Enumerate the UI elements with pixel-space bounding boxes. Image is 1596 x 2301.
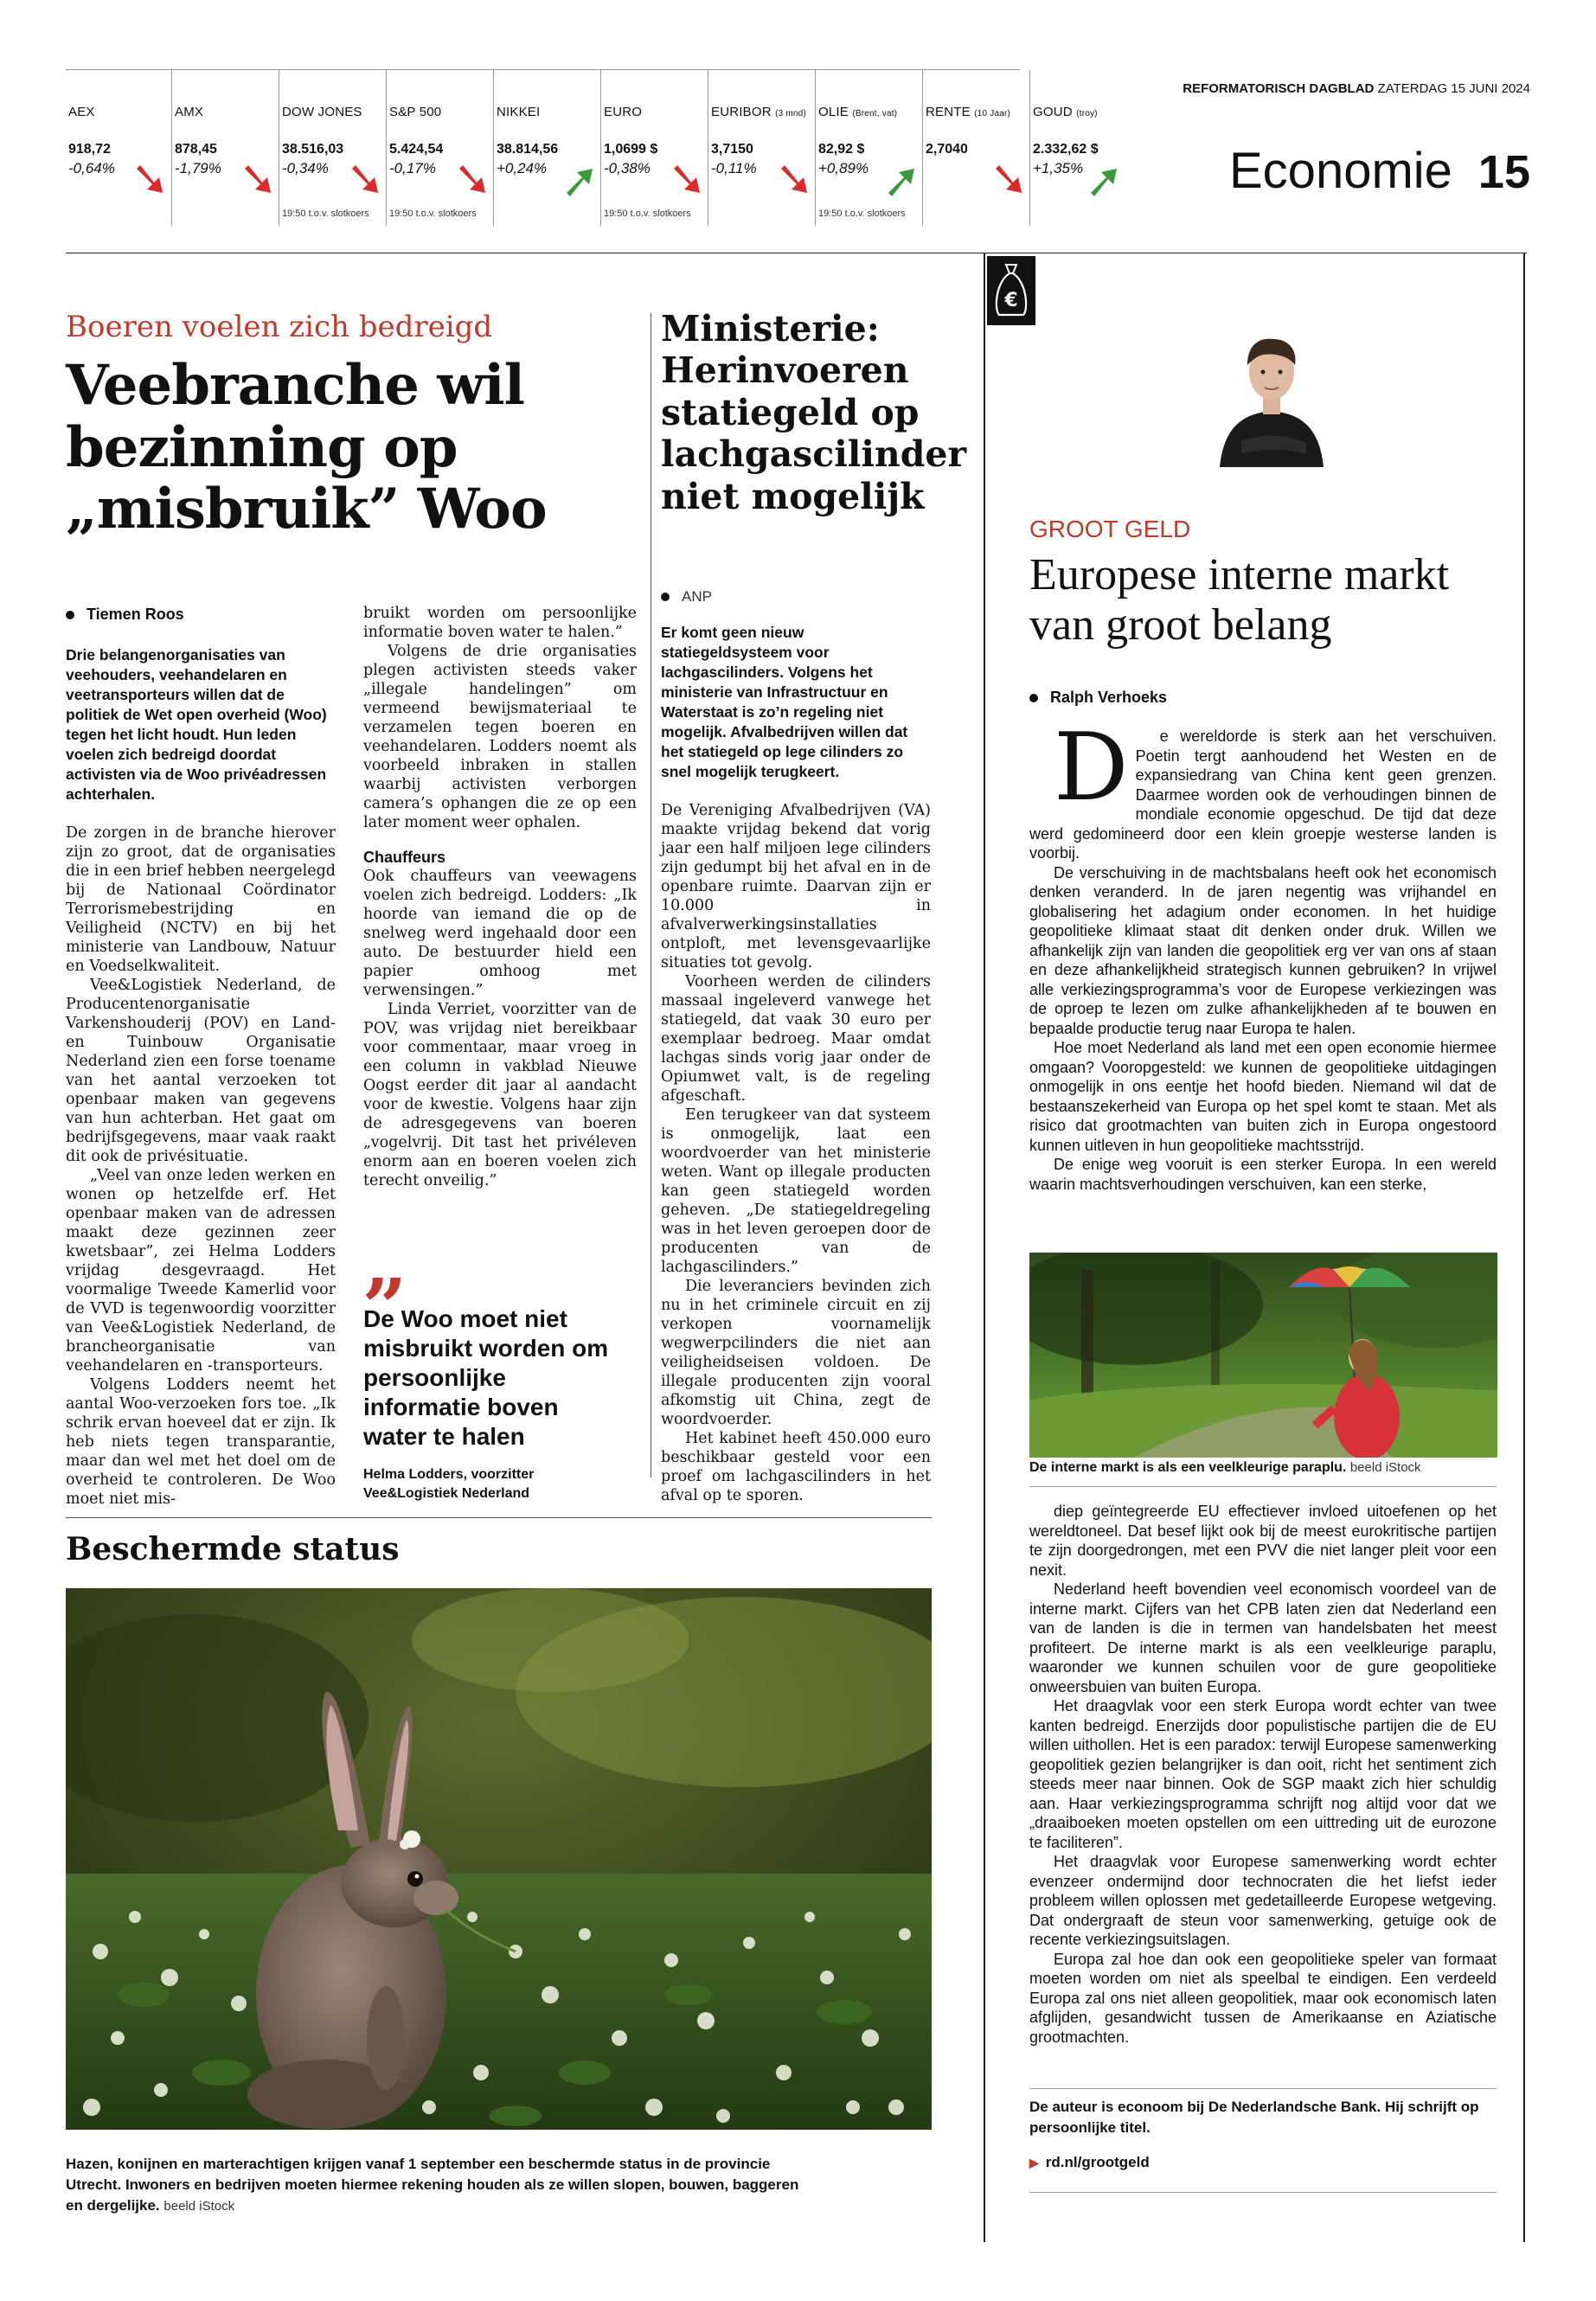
arrow-down-icon <box>776 163 811 198</box>
article1-title: Veebranche wil bezinning op „misbruik” Woo <box>66 353 547 542</box>
arrow-up-icon <box>883 163 918 198</box>
pull-quote-source: Helma Lodders, voorzitter Vee&Logistiek Nederland <box>363 1467 535 1501</box>
ticker-name: GOUD (troy) <box>1033 105 1098 119</box>
ticker-value: 2,7040 <box>926 142 968 157</box>
column-title: Europese interne markt van groot belang <box>1029 550 1450 650</box>
ticker-change: -1,79% <box>175 160 221 176</box>
ticker-change: +0,89% <box>818 160 869 176</box>
ticker-value: 82,92 $ <box>818 142 865 157</box>
ticker-item <box>171 70 279 226</box>
ticker-change: -0,34% <box>282 160 329 176</box>
article2-paragraph: Het kabinet heeft 450.000 euro beschikbaar gesteld voor een proef om lachgascilinders in het afval op te sporen. <box>661 1430 931 1504</box>
market-ticker <box>66 69 1099 226</box>
footer-rule <box>1029 2192 1497 2193</box>
article1-kicker: Boeren voelen zich bedreigd <box>66 310 493 344</box>
arrow-up-icon <box>1086 163 1120 198</box>
ticker-value: 38.516,03 <box>282 142 344 157</box>
ticker-name: AMX <box>175 105 204 119</box>
column-author-note: De auteur is econoom bij De Nederlandsche Bank. Hij schrijft op persoonlijke titel. <box>1029 2099 1479 2136</box>
link-arrow-icon: ▶ <box>1029 2156 1039 2170</box>
column-paragraph: Hoe moet Nederland als land met een open economie hiermee omgaan? Vooropgesteld: we kunnen de geopolitieke uitdagingen onmogelijk in ons eentje het hoofd bieden. Niemand wil dat de bestaanszekerheid van Europa op het spel komt te staan. Met als risico dat grootmachten van buiten zich in Europa ongestoord kunnen uitleven in hun geopolitieke machtsstrijd. <box>1029 1039 1497 1154</box>
article2-title: Ministerie: Herinvoeren statiegeld op lachgascilinder niet mogelijk <box>661 308 967 517</box>
column-link[interactable] <box>1029 2154 1150 2171</box>
ticker-name: DOW JONES <box>282 105 362 119</box>
byline-bullet-icon <box>661 593 670 601</box>
caption-text: Hazen, konijnen en marterachtigen krijgen vanaf 1 september een beschermde status in de provincie Utrecht. Inwoners en bedrijven moeten hiermee rekening houden als ze willen slopen, bouwen, baggeren en dergelijke. <box>66 2156 799 2214</box>
article3-title: Beschermde status <box>66 1531 400 1567</box>
ticker-value: 918,72 <box>68 142 111 157</box>
article1-paragraph: „Veel van onze leden werken en wonen op hetzelfde erf. Het openbaar maken van de adressen maakt deze gezinnen zeer kwetsbaar”, zei Helma Lodders vrijdag desgevraagd. Het voormalige Tweede Kamerlid voor de VVD is tegenwoordig voorzitter van Vee&Logistiek Nederland, de brancheorganisatie van veehandelaren en -transporteurs. <box>66 1167 336 1375</box>
column-body-bottom <box>1029 1502 1497 2047</box>
ticker-name: OLIE (Brent, vat) <box>818 105 898 119</box>
caption-credit: beeld iStock <box>163 2199 235 2214</box>
ticker-item <box>493 70 600 226</box>
arrow-down-icon <box>990 163 1025 198</box>
column-byline <box>1029 689 1167 707</box>
article2-paragraph: Voorheen werden de cilinders massaal ingeleverd vanwege het statiegeld, dat vaak 30 euro per exemplaar bedroeg. Maar omdat lachgas sinds vorig jaar onder de Opiumwet valt, is de regeling afgeschaft. <box>661 973 931 1105</box>
rabbit-photo <box>66 1588 932 2130</box>
ticker-value: 2.332,62 $ <box>1033 142 1099 157</box>
article1-paragraph: Volgens Lodders neemt het aantal Woo-verzoeken fors toe. „Ik schrik ervan hoeveel dat er zijn. Ik heb niets tegen transparantie, maar dan wel met het doel om de overheid te controleren. De Woo moet niet mis- <box>66 1376 336 1508</box>
ticker-change: +0,24% <box>497 160 548 176</box>
column-paragraph: De enige weg vooruit is een sterker Europa. In een wereld waarin machtsverhoudingen verschuiven, kan een sterke, <box>1029 1156 1497 1193</box>
ticker-item <box>815 70 922 226</box>
byline-bullet-icon <box>66 611 74 619</box>
article1-byline <box>66 606 184 624</box>
article2-byline <box>661 588 712 606</box>
author-photo <box>1194 311 1349 467</box>
euro-bag-icon <box>987 256 1035 325</box>
article2-column <box>661 623 931 1505</box>
caption-text: De interne markt is als een veelkleurige paraplu. <box>1029 1460 1347 1475</box>
article1-column-2 <box>363 604 637 1190</box>
column-paragraph: Het draagvlak voor Europese samenwerking wordt echter evenzeer ondermijnd door technocraten die het liefst ieder probleem willen oplossen met gedetailleerde Europese wetgeving. Dat ondergraaft de steun voor samenwerking, getuige ook de recente verkiezingsuitslagen. <box>1029 1853 1497 1948</box>
ticker-change: -0,11% <box>711 160 757 176</box>
article1-subhead: Chauffeurs <box>363 849 446 866</box>
arrow-down-icon <box>240 163 274 198</box>
article2-paragraph: Een terugkeer van dat systeem is onmogelijk, laat een woordvoerder van het ministerie weten. Want op illegale producten kan geen statiegeld worden geheven. „De statiegeldregeling was in het leven geroepen door de producenten van de lachgascilinders.” <box>661 1106 931 1276</box>
article1-paragraph: De zorgen in de branche hierover zijn zo groot, dat de organisaties die in een brief hebben neergelegd bij de Nationaal Coördinator Terrorismebestrijding en Veiligheid (NCTV) en bij het ministerie van Landbouw, Natuur en Voedselkwaliteit. <box>66 824 336 975</box>
article1-paragraph: Vee&Logistiek Nederland, de Producentenorganisatie Varkenshouderij (POV) en Land- en Tuinbouw Organisatie Nederland zien een forse toename van het aantal verzoeken tot openbaar maken van gegevens van hun achterban. Het gaat om bedrijfsgegevens, maar vaak raakt dit ook de privésituatie. <box>66 977 336 1165</box>
ticker-change: +1,35% <box>1033 160 1084 176</box>
ticker-change: -0,38% <box>604 160 651 176</box>
article1-paragraph: Ook chauffeurs van veewagens voelen zich bedreigd. Lodders: „Ik hoorde van iemand die op de snelweg werd ingehaald door een auto. De bestuurder hield een papier omhoog met verwensingen.” <box>363 868 637 999</box>
article1-paragraph: bruikt worden om persoonlijke informatie boven water te halen.” <box>363 605 637 641</box>
ticker-name: EURO <box>604 105 643 119</box>
ticker-name: EURIBOR (3 mnd) <box>711 105 806 119</box>
ticker-note: 19:50 t.o.v. slotkoers <box>818 208 906 219</box>
caption-rule <box>1029 1486 1497 1487</box>
article1-paragraph: Volgens de drie organisaties plegen activisten steeds vaker „illegale handelingen” om vermeend bewijsmateriaal te verzamelen tegen boeren en veehandelaren. Lodders noemt als voorbeeld inbraken in stallen waarbij activisten verborgen camera’s ophangen die ze op een later moment weer ophalen. <box>363 643 637 831</box>
column-paragraph: De verschuiving in de machtsbalans heeft ook het economisch denken veranderd. In de jaren negentig was vrijhandel en globalisering het adagium onder economen. In het huidige geopolitieke klimaat staat dit denken onder druk. Willen we afhankelijk zijn van landen die geopolitiek erg ver van ons af staan en deze afhankelijkheid strategisch kunnen gebruiken? In vrijwel alle verkiezingsprogramma’s voor de Europese verkiezingen was de oproep te lezen om zulke afhankelijkheden af te bouwen en bepaalde productie terug naar Europa te halen. <box>1029 863 1497 1037</box>
article2-source: ANP <box>682 588 712 605</box>
caption-credit: beeld iStock <box>1349 1460 1421 1475</box>
section-rule <box>66 1517 932 1518</box>
svg-text:€: € <box>1004 290 1018 311</box>
column-paragraph: D e wereldorde is sterk aan het verschuiven. Poetin tergt aanhoudend het Westen en de expansiedrang van China kent geen grenzen. Daarmee worden ook de verhoudingen binnen de mondiale economie opgeschud. De tijd dat deze werd gedomineerd door een klein groepje westerse landen is voorbij. <box>1029 714 1497 862</box>
ticker-note: 19:50 t.o.v. slotkoers <box>389 208 477 219</box>
ticker-value: 5.424,54 <box>389 142 444 157</box>
article1-column-1 <box>66 645 336 1509</box>
arrow-down-icon <box>454 163 489 198</box>
dropcap: D <box>1054 714 1129 822</box>
paper-date: ZATERDAG 15 JUNI 2024 <box>1377 81 1530 96</box>
paper-header <box>1183 81 1530 96</box>
rabbit-photo-illustration <box>66 1588 932 2130</box>
rabbit-photo-caption <box>66 2154 810 2217</box>
ticker-item <box>600 70 708 226</box>
ticker-value: 878,45 <box>175 142 217 157</box>
ticker-item <box>922 70 1029 226</box>
article2-lead: Er komt geen nieuw statiegeldsysteem voor lachgascilinders. Volgens het ministerie van Infrastructuur en Waterstaat is zo’n regeling niet mogelijk. Afvalbedrijven willen dat het statiegeld op lege cilinders zo snel mogelijk terugkeert. <box>661 624 908 780</box>
article2-paragraph: De Vereniging Afvalbedrijven (VA) maakte vrijdag bekend dat vorig jaar een half miljoen lege cilinders zijn gedumpt bij het afval en in de openbare ruimte. Daarvan zijn er 10.000 in afvalverwerkingsinstallaties ontploft, met levensgevaarlijke situaties tot gevolg. <box>661 802 931 971</box>
column-link-text[interactable]: rd.nl/grootgeld <box>1045 2154 1150 2170</box>
ticker-name: NIKKEI <box>497 105 541 119</box>
ticker-value: 1,0699 $ <box>604 142 658 157</box>
column-paragraph: Europa zal hoe dan ook een geopolitieke speler van formaat moeten worden om niet als speelbal te eindigen. Een verdeeld Europa zal ons niet alleen geopolitiek, maar ook economisch laten afglijden, gesandwicht tussen de Amerikaanse en Aziatische grootmachten. <box>1029 1950 1497 2046</box>
ticker-item <box>708 70 815 226</box>
paper-name: REFORMATORISCH DAGBLAD <box>1183 81 1375 96</box>
column-kicker: GROOT GELD <box>1029 516 1191 542</box>
umbrella-caption <box>1029 1460 1514 1476</box>
column-body-top <box>1029 714 1497 1194</box>
ticker-change: -0,17% <box>389 160 436 176</box>
quote-mark-icon: „ <box>363 1217 408 1309</box>
arrow-down-icon <box>131 163 166 198</box>
article1-author: Tiemen Roos <box>87 606 184 623</box>
pull-quote-text: De Woo moet niet misbruikt worden om persoonlijke informatie boven water te halen <box>363 1305 609 1450</box>
column-author: Ralph Verhoeks <box>1050 689 1168 706</box>
ticker-item <box>1029 70 1125 226</box>
ticker-name: S&P 500 <box>389 105 442 119</box>
ticker-note: 19:50 t.o.v. slotkoers <box>282 208 369 219</box>
ticker-value: 38.814,56 <box>497 142 559 157</box>
ticker-value: 3,7150 <box>711 142 753 157</box>
ticker-change: -0,64% <box>68 160 115 176</box>
ticker-item <box>386 70 493 226</box>
page-number: 15 <box>1477 146 1530 198</box>
article2-paragraph: Die leveranciers bevinden zich nu in het criminele circuit en zij verkopen voornamelijk wegwerpcilinders die niet aan veiligheidseisen voldoen. De illegale producenten zijn vooral afkomstig uit China, zegt de woordvoerder. <box>661 1278 931 1428</box>
article1-lead: Drie belangenorganisaties van veehouders, veehandelaren en veetransporteurs willen dat de politiek de Wet open overheid (Woo) tegen het licht houdt. Hun leden voelen zich bedreigd doordat activisten via de Woo privéadressen achterhalen. <box>66 646 327 803</box>
ticker-note: 19:50 t.o.v. slotkoers <box>604 208 691 219</box>
column-paragraph: Nederland heeft bovendien veel economisch voordeel van de interne markt. Cijfers van het CPB laten zien dat Nederland een van de landen is die in termen van handelsbaten het meest profiteert. De interne markt is als een veelkleurige paraplu, waaronder we kunnen schuilen voor de gure geopolitieke onweersbuien van buiten Europa. <box>1029 1580 1497 1695</box>
article1-paragraph: Linda Verriet, voorzitter van de POV, was vrijdag niet bereikbaar voor commentaar, maar vroeg in een column in vakblad Nieuwe Oogst eerder dit jaar al aandacht voor de kwestie. Volgens haar zijn de adresgegevens van boeren „vogelvrij. Dit tast het privéleven enorm aan en boeren voelen zich terecht onveilig.” <box>363 1001 637 1189</box>
ticker-item <box>66 70 171 226</box>
section-name: Economie <box>1229 143 1452 199</box>
section-header <box>1229 142 1530 202</box>
column-paragraph: diep geïntegreerde EU effectiever invloed uitoefenen op het wereldtoneel. Dat besef lijkt ook bij de meest eurokritische partijen te zijn doorgedrongen, met een PVV die niet langer pleit voor een nexit. <box>1029 1503 1497 1579</box>
arrow-down-icon <box>347 163 381 198</box>
footer-rule <box>1029 2088 1497 2089</box>
ticker-name: AEX <box>68 105 95 119</box>
ticker-item <box>279 70 386 226</box>
arrow-down-icon <box>669 163 703 198</box>
ticker-name: RENTE (10 Jaar) <box>926 105 1011 119</box>
column-paragraph: Het draagvlak voor een sterk Europa wordt echter van twee kanten bedreigd. Enerzijds door populistische partijen die de EU willen uithollen. Het is een paradox: terwijl Europese samenwerking geopolitiek gezien belangrijker is dan ooit, richt het sentiment zich steeds meer naar binnen. Ook de SGP maakt zich hier schuldig aan. Haar verkiezingsprogramma schrijft nog altijd voor dat we „draaiboeken moeten opstellen om een uittreding uit de eurozone te faciliteren”. <box>1029 1697 1497 1851</box>
arrow-up-icon <box>561 163 596 198</box>
byline-bullet-icon <box>1029 694 1038 702</box>
umbrella-photo <box>1029 1253 1497 1458</box>
pull-quote <box>363 1217 623 1503</box>
